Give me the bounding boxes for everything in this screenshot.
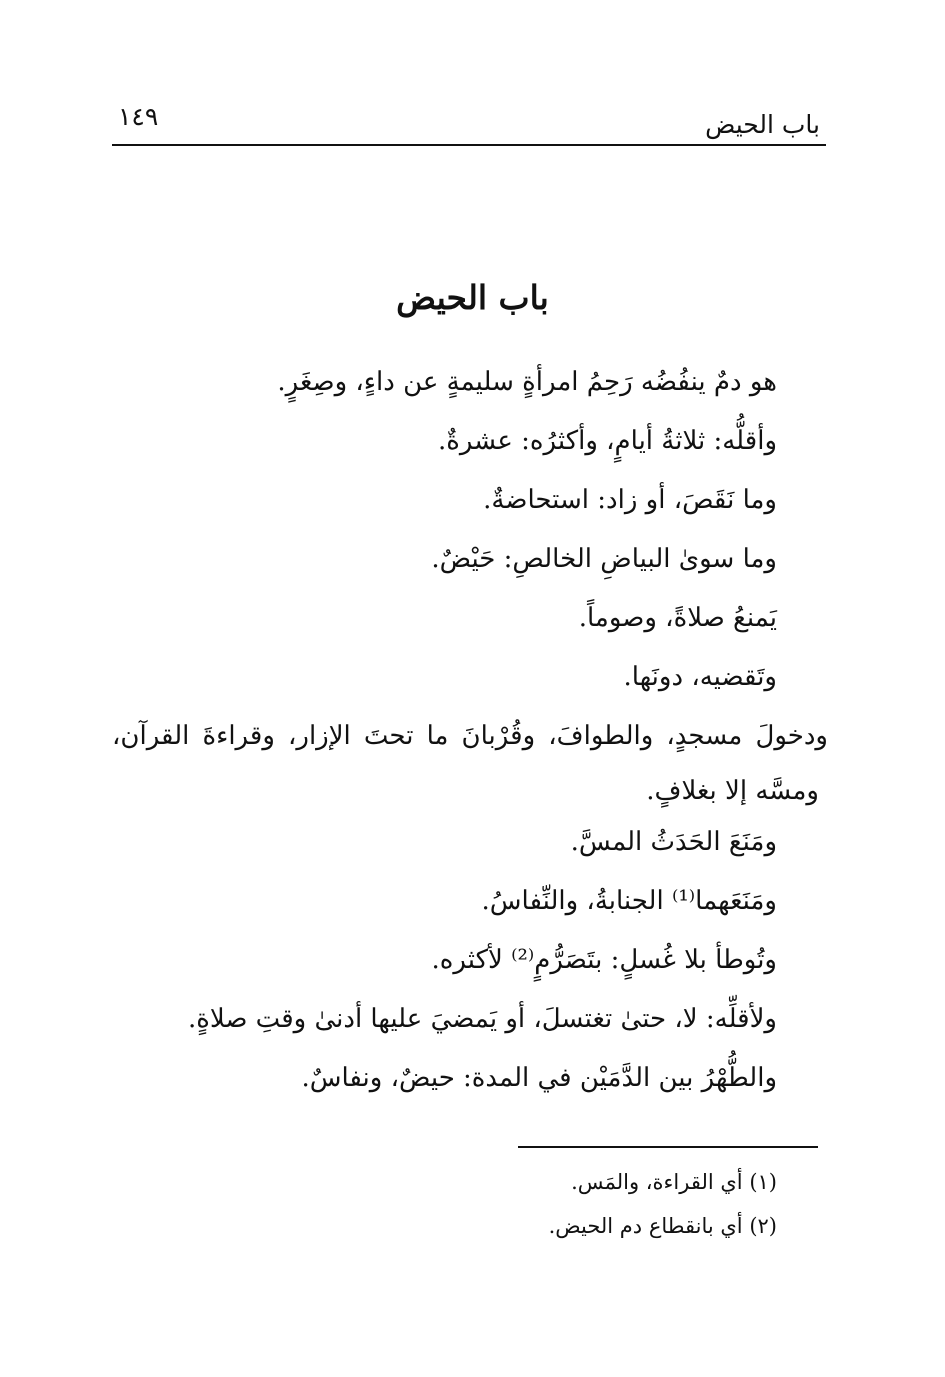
text-line: ومَنَعَ الحَدَثُ المسَّ. (570, 827, 777, 857)
text-line: ولأقلِّه: لا، حتىٰ تغتسلَ، أو يَمضيَ عليها أدنىٰ وقتِ صلاةٍ. (187, 1004, 777, 1034)
page-header (112, 98, 826, 146)
text-line: ومسَّه إلا بغلافٍ. (646, 776, 819, 806)
text-line: هو دمٌ ينفُضُه رَحِمُ امرأةٍ سليمةٍ عن داءٍ، وصِغَرٍ. (277, 367, 777, 397)
text-line: ومَنَعَهما⁽¹⁾ الجنابةُ، والنِّفاسُ. (481, 886, 777, 916)
running-title: باب الحيض (705, 110, 820, 139)
text-line: وتَقضيه، دونَها. (623, 662, 777, 692)
text-line: ودخولَ مسجدٍ، والطوافَ، وقُرْبانَ ما تحتَ الإزار، وقراءةَ القرآن، (112, 721, 828, 751)
text-line: وما نَقَصَ، أو زاد: استحاضةٌ. (483, 485, 777, 515)
text-line: والطُّهْرُ بين الدَّمَيْن في المدة: حيضٌ، ونفاسٌ. (301, 1063, 777, 1093)
text-line: وتُوطأ بلا غُسلٍ: بتَصَرُّمٍ⁽²⁾ لأكثره. (431, 945, 777, 975)
footnote: (١) أي القراءة، والمَس. (571, 1170, 777, 1194)
page-number: ١٤٩ (118, 102, 159, 131)
text-line: يَمنعُ صلاةً، وصوماً. (578, 603, 777, 633)
chapter-title: باب الحيض (396, 278, 549, 317)
text-line: وأقلُّه: ثلاثةُ أيامٍ، وأكثرُه: عشرةٌ. (437, 426, 777, 456)
footnote: (٢) أي بانقطاع دم الحيض. (548, 1214, 777, 1238)
footnote-separator (518, 1146, 818, 1148)
text-line: وما سوىٰ البياضِ الخالصِ: حَيْضٌ. (431, 544, 777, 574)
